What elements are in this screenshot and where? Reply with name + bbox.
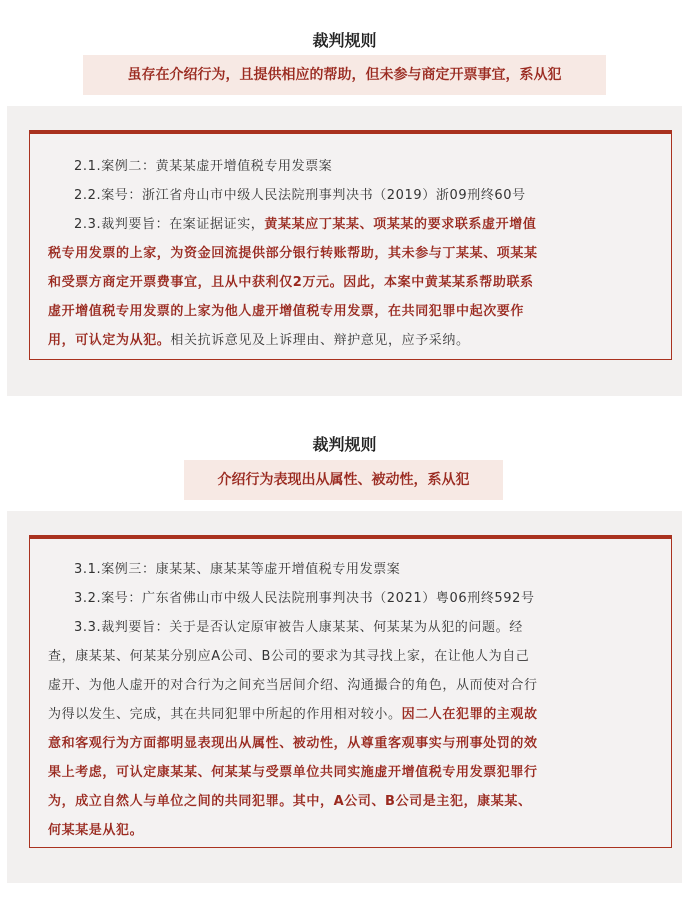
case3-gist-line5: 意和客观行为方面都明显表现出从属性、被动性，从尊重客观事实与刑事处罚的效 [48,736,538,751]
case3-card [29,535,672,848]
case2-gist-red1: 黄某某应丁某某、项某某的要求联系虚开增值 [264,217,537,232]
case3-gist-line8: 何某某是从犯。 [48,823,144,838]
case3-gist-line4-red: 因二人在犯罪的主观故 [401,707,538,722]
section1-rule-banner: 虽存在介绍行为，且提供相应的帮助，但未参与商定开票事宜，系从犯 [83,55,606,95]
section1-title: 裁判规则 [312,31,377,50]
case3-gist-line1: 3.3.裁判要旨：关于是否认定原审被告人康某某、何某某为从犯的问题。经 [74,620,523,635]
case2-gist-line5-rest: 相关抗诉意见及上诉理由、辩护意见，应予采纳。 [170,333,470,348]
case2-gist-line2: 税专用发票的上家，为资金回流提供部分银行转账帮助，其未参与丁某某、项某某 [48,246,538,261]
case2-text [48,152,653,355]
case2-gist-line3: 和受票方商定开票费事宜，且从中获利仅2万元。因此，本案中黄某某系帮助联系 [48,275,534,290]
case2-name: 2.1.案例二：黄某某虚开增值税专用发票案 [74,159,333,174]
case3-text [48,555,653,845]
case2-gist-line5 [48,326,653,355]
case2-gist-line1 [48,210,653,239]
case3-gist-line6: 果上考虑，可认定康某某、何某某与受票单位共同实施虚开增值税专用发票犯罪行 [48,765,538,780]
case2-gist-line4: 虚开增值税专用发票的上家为他人虚开增值税专用发票，在共同犯罪中起次要作 [48,304,525,319]
section1-panel [7,106,682,396]
case2-gist-line5-red: 用，可认定为从犯。 [48,333,171,348]
case2-gist-label: 2.3.裁判要旨：在案证据证实， [74,217,265,232]
case3-gist-line7: 为，成立自然人与单位之间的共同犯罪。其中，A公司、B公司是主犯，康某某、 [48,794,532,809]
case2-card [29,130,672,360]
case3-gist-line2: 查，康某某、何某某分别应A公司、B公司的要求为其寻找上家，在让他人为自己 [48,649,530,664]
section2-panel [7,511,682,883]
section2-rule-banner: 介绍行为表现出从属性、被动性，系从犯 [184,460,503,500]
section2-title: 裁判规则 [312,435,377,454]
case2-number: 2.2.案号：浙江省舟山市中级人民法院刑事判决书（2019）浙09刑终60号 [74,188,526,203]
case3-gist-line4 [48,700,653,729]
case3-gist-line3: 虚开、为他人虚开的对合行为之间充当居间介绍、沟通撮合的角色，从而使对合行 [48,678,538,693]
case3-gist-line4-plain: 为得以发生、完成，其在共同犯罪中所起的作用相对较小。 [48,707,402,722]
case3-number: 3.2.案号：广东省佛山市中级人民法院刑事判决书（2021）粤06刑终592号 [74,591,535,606]
case3-name: 3.1.案例三：康某某、康某某等虚开增值税专用发票案 [74,562,401,577]
